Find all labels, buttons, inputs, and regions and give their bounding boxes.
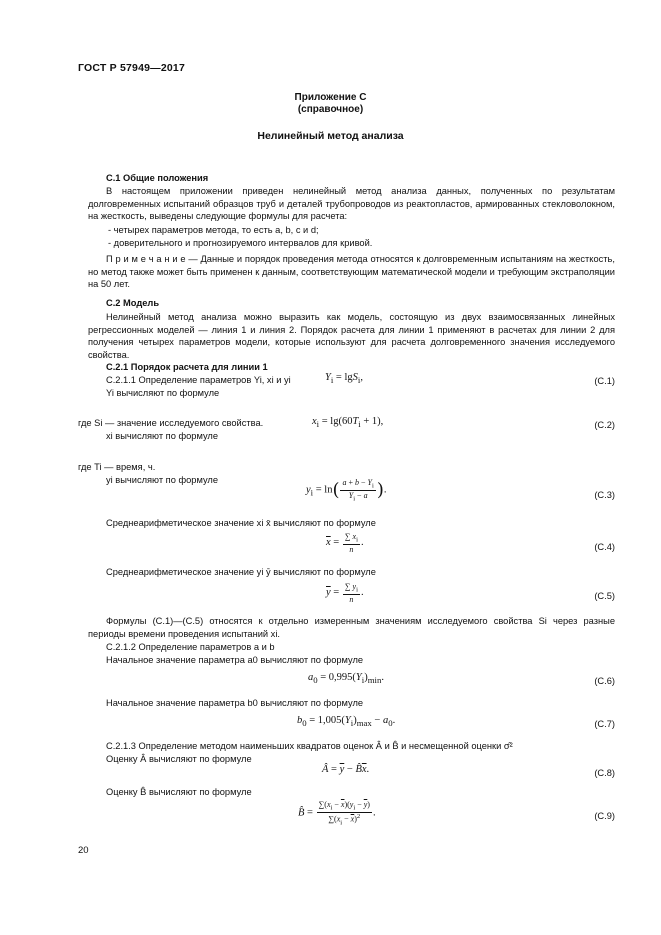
- equation-c6: $a_0 = 0,995(Y_i)_{min}$.: [308, 672, 384, 686]
- equation-number-c1: (С.1): [594, 376, 615, 386]
- xbar-calc-text: Среднеарифметическое значение xi x̄ вычисляют по формуле: [106, 518, 376, 528]
- section-c1-note: П р и м е ч а н и е — Данные и порядок проведения метода относятся к долговременным испытаниям на жесткость, но метод также может быть применен к данным, соответствующим математической модели и требующим экстраполяции на 50 лет.: [88, 254, 615, 289]
- yi-calc-text: Yi вычисляют по формуле: [106, 388, 220, 398]
- section-c2-paragraph: Нелинейный метод анализа можно выразить как модель, состоящую из двух взаимосвязанных линейных регрессионных моделей — линия 1 и линия 2. Порядок расчета для линии 1 применяют в расчетах для линии 2 для получения четырех параметров модели, которые используют для расчета долговременного значения исследуемого свойства.: [88, 312, 615, 360]
- equation-c5: $\overline{y}$ = $\frac{\sum y_i}{n}$ .: [326, 582, 364, 604]
- section-c1-heading: С.1 Общие положения: [106, 173, 209, 183]
- equation-c7: $b_0 = 1,005(Y_i)_{max} - a_0$.: [297, 715, 396, 729]
- equation-number-c6: (С.6): [594, 676, 615, 686]
- equation-c3: $y_i = \ln$( $\frac{a + b - Y_i}{Y_i - a}$ ).: [306, 478, 387, 503]
- A-calc-text: Оценку Â вычисляют по формуле: [106, 754, 252, 764]
- equation-c4: $\overline{x}$ = $\frac{\sum x_i}{n}$ .: [326, 532, 364, 554]
- equation-c2: $x_i = \lg(60T_i + 1)$,: [312, 416, 384, 430]
- section-c1-paragraph: В настоящем приложении приведен нелинейный метод анализа данных, полученных по результатам долговременных испытаний образцов труб и деталей трубопроводов из реактопластов, армированных стекловолокном, на жесткость, выведены следующие формулы для расчета:: [88, 186, 615, 221]
- equation-number-c9: (С.9): [594, 811, 615, 821]
- subsection-c21-heading: С.2.1 Порядок расчета для линии 1: [106, 362, 268, 372]
- appendix-subtitle: (справочное): [297, 104, 364, 115]
- where-ti: где Ti — время, ч.: [78, 462, 156, 472]
- clause-c213: С.2.1.3 Определение методом наименьших квадратов оценок Â и B̂ и несмещенной оценки σ̂²: [106, 741, 513, 751]
- bullet-intervals: - доверительного и прогнозируемого интервалов для кривой.: [108, 238, 373, 248]
- equation-number-c2: (С.2): [594, 420, 615, 430]
- yi2-calc-text: yi вычисляют по формуле: [106, 475, 218, 485]
- appendix-heading: Нелинейный метод анализа: [257, 130, 404, 142]
- equation-number-c7: (С.7): [594, 719, 615, 729]
- document-header: ГОСТ Р 57949—2017: [78, 62, 186, 74]
- B-calc-text: Оценку B̂ вычисляют по формуле: [106, 787, 252, 797]
- equation-number-c3: (С.3): [594, 490, 615, 500]
- b0-calc-text: Начальное значение параметра b0 вычисляют по формуле: [106, 698, 364, 708]
- where-si: где Si — значение исследуемого свойства.: [78, 418, 264, 428]
- page-number: 20: [78, 845, 89, 856]
- equation-c9: B̂ = $\frac{\sum(x_i - \overline{x})(y_i - \overline{y})}{\sum(x_i - \overline{x})^2}$ .: [298, 800, 376, 826]
- equation-number-c8: (С.8): [594, 768, 615, 778]
- equation-c8: Â = $\overline{y}$ − $B̂\overline{x}$.: [322, 764, 370, 775]
- equation-number-c5: (С.5): [594, 591, 615, 601]
- clause-c211: С.2.1.1 Определение параметров Yi, xi и yi: [106, 375, 291, 385]
- section-c2-heading: С.2 Модель: [106, 298, 160, 308]
- ybar-calc-text: Среднеарифметическое значение yi ȳ вычисляют по формуле: [106, 567, 376, 577]
- formulas-note: Формулы (С.1)—(С.5) относятся к отдельно измеренным значениям исследуемого свойства Si через разные периоды времени проведения испытаний xi.: [88, 616, 615, 639]
- a0-calc-text: Начальное значение параметра a0 вычисляют по формуле: [106, 655, 364, 665]
- clause-c212: С.2.1.2 Определение параметров a и b: [106, 642, 275, 652]
- equation-number-c4: (С.4): [594, 542, 615, 552]
- equation-c1: $Y_i = \lg S_i$,: [325, 372, 363, 386]
- appendix-title: Приложение С: [294, 92, 367, 103]
- xi-calc-text: xi вычисляют по формуле: [106, 431, 218, 441]
- bullet-params: - четырех параметров метода, то есть a, b, c и d;: [108, 225, 319, 235]
